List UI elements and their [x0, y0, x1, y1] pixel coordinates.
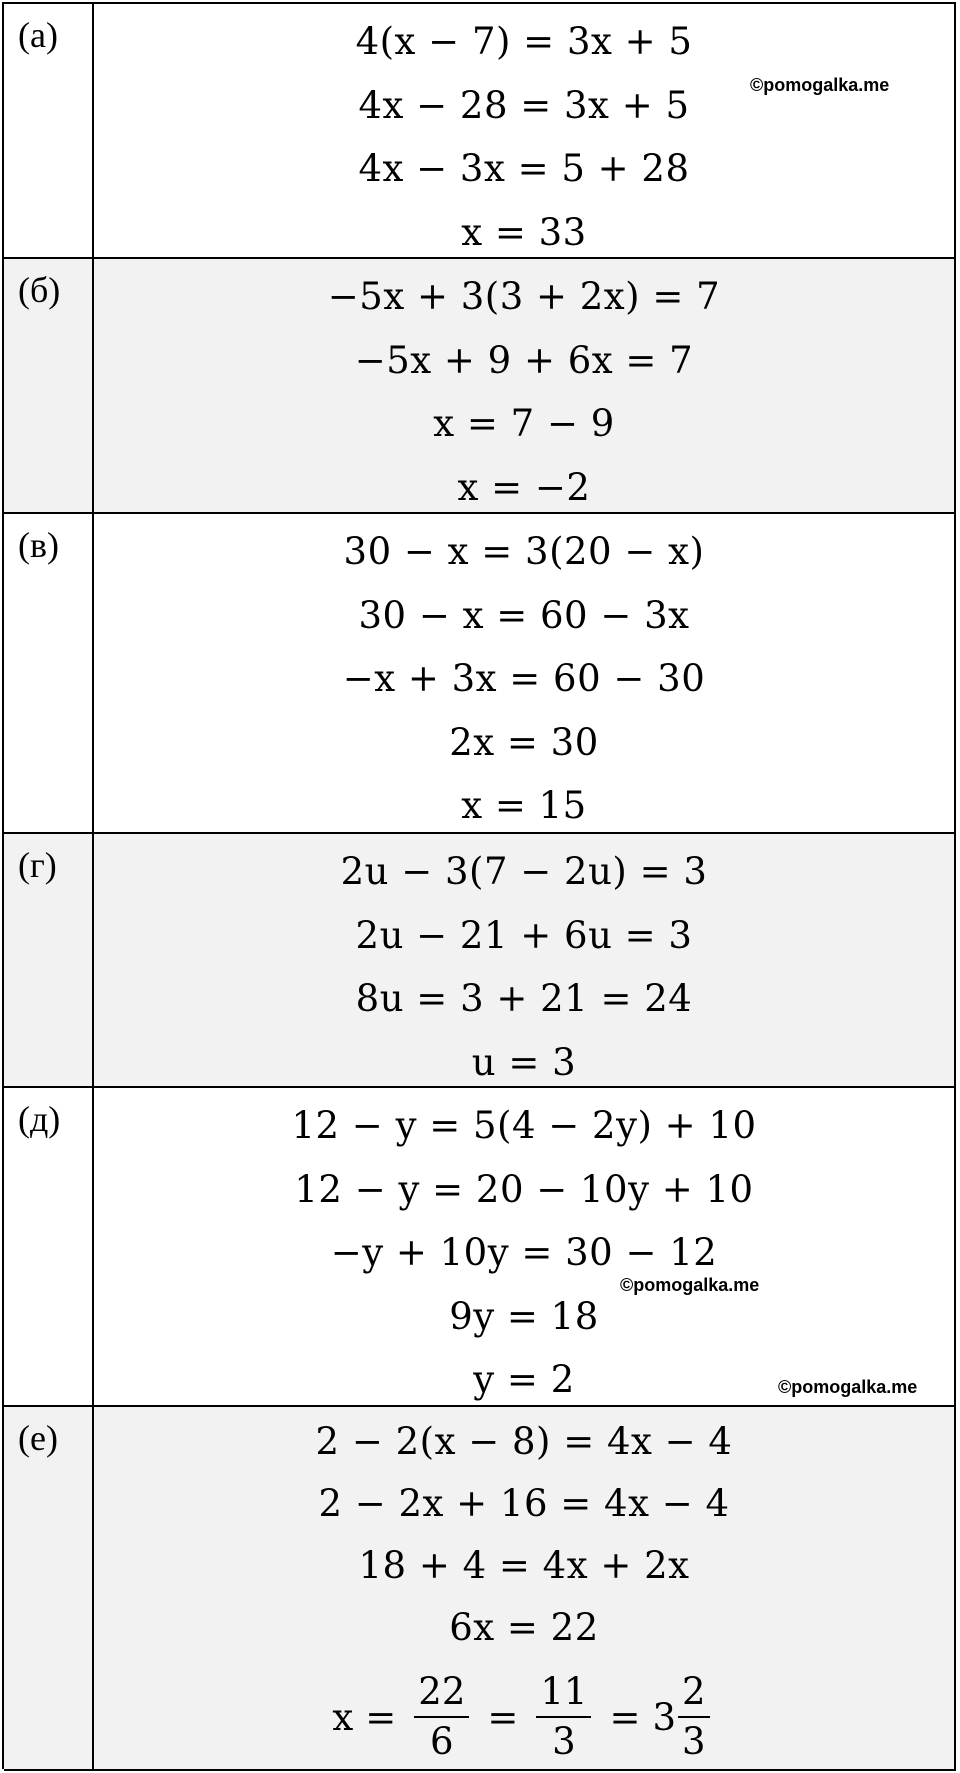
- watermark: ©pomogalka.me: [778, 1377, 918, 1397]
- label-cell: [4, 259, 94, 512]
- fraction: [414, 1668, 469, 1766]
- content-cell: [94, 1088, 956, 1405]
- fraction-denominator: 6: [430, 1720, 454, 1763]
- equation-line: y = 2: [473, 1358, 575, 1401]
- equation-line: 8u = 3 + 21 = 24: [355, 977, 693, 1020]
- mixed-whole: 3: [652, 1695, 677, 1739]
- equation-line: 4x − 3x = 5 + 28: [358, 147, 690, 190]
- equation-line: 2u − 3(7 − 2u) = 3: [340, 850, 708, 893]
- equation-line: 30 − x = 3(20 − x): [343, 530, 705, 573]
- row-label: (б): [18, 270, 61, 310]
- content-cell: [94, 834, 956, 1086]
- final-lhs: x: [332, 1695, 354, 1739]
- fraction-denominator: 3: [552, 1720, 576, 1763]
- fraction-equation-line: [94, 1661, 954, 1773]
- equation-line: x = 15: [461, 784, 587, 827]
- equation-line: 4x − 28 = 3x + 5: [358, 83, 690, 127]
- label-cell: [4, 514, 94, 832]
- table-row-e: [4, 1407, 956, 1771]
- equation-line: x = −2: [457, 465, 591, 509]
- row-label: (а): [18, 15, 58, 55]
- equation-line: 12 − y = 20 − 10y + 10: [294, 1167, 754, 1211]
- equation-line: 12 − y = 5(4 − 2y) + 10: [291, 1104, 757, 1147]
- content-cell: [94, 1407, 956, 1769]
- table-row-v: [4, 514, 956, 834]
- label-cell: [4, 1088, 94, 1405]
- equation-line: 2 − 2(x − 8) = 4x − 4: [315, 1420, 733, 1463]
- equation-line: −5x + 3(3 + 2x) = 7: [327, 275, 721, 318]
- content-cell: [94, 259, 956, 512]
- label-cell: [4, 4, 94, 257]
- row-label: (е): [18, 1418, 58, 1458]
- fraction-numerator: 2: [678, 1668, 710, 1718]
- equals-sign: =: [365, 1695, 397, 1739]
- equation-line: −y + 10y = 30 − 12: [330, 1231, 718, 1274]
- equals-sign: =: [609, 1695, 641, 1739]
- equals-sign: =: [487, 1695, 519, 1739]
- solutions-table: [2, 2, 956, 1769]
- watermark: ©pomogalka.me: [620, 1275, 760, 1295]
- fraction-numerator: 22: [414, 1668, 469, 1718]
- content-cell: [94, 514, 956, 832]
- label-cell: [4, 1407, 94, 1769]
- fraction: [536, 1668, 591, 1766]
- equation-line: 6x = 22: [449, 1606, 599, 1649]
- table-row-g: [4, 834, 956, 1088]
- row-label: (в): [18, 525, 59, 565]
- equation-line: x = 33: [461, 210, 587, 254]
- table-row-d: [4, 1088, 956, 1407]
- equation-line: 9y = 18: [449, 1294, 599, 1338]
- equation-line: 18 + 4 = 4x + 2x: [358, 1544, 690, 1587]
- equation-line: 2x = 30: [449, 720, 599, 764]
- watermark: ©pomogalka.me: [750, 75, 890, 95]
- equation-line: −5x + 9 + 6x = 7: [354, 338, 694, 382]
- fraction: [678, 1668, 710, 1766]
- table-row-a: [4, 4, 956, 259]
- row-label: (г): [18, 845, 57, 885]
- label-cell: [4, 834, 94, 1086]
- equation-line: 2u − 21 + 6u = 3: [355, 913, 693, 957]
- equation-line: u = 3: [471, 1040, 577, 1084]
- table-row-b: [4, 259, 956, 514]
- equation-line: 30 − x = 60 − 3x: [358, 593, 690, 637]
- fraction-denominator: 3: [682, 1720, 706, 1763]
- equation-line: x = 7 − 9: [433, 402, 615, 445]
- equation-line: 4(x − 7) = 3x + 5: [355, 20, 693, 63]
- equation-line: −x + 3x = 60 − 30: [342, 657, 706, 700]
- fraction-numerator: 11: [536, 1668, 591, 1718]
- content-cell: [94, 4, 956, 257]
- equation-line: 2 − 2x + 16 = 4x − 4: [318, 1482, 730, 1525]
- row-label: (д): [18, 1099, 61, 1139]
